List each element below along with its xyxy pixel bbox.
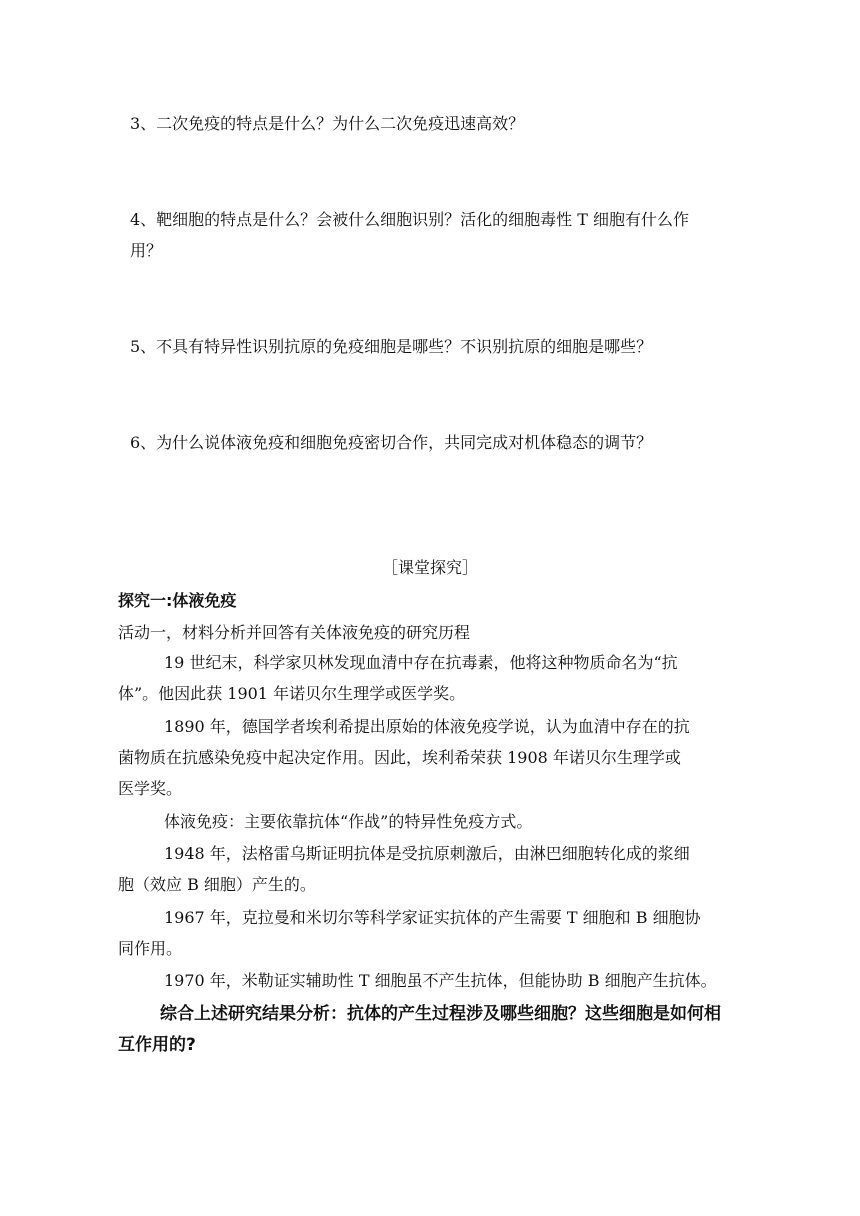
question-6: 6、为什么说体液免疫和细胞免疫密切合作，共同完成对机体稳态的调节？ bbox=[130, 433, 653, 452]
paragraph-6: 1970 年，米勒证实辅助性 T 细胞虽不产生抗体，但能协助 B 细胞产生抗体。 bbox=[164, 971, 717, 990]
question-4-line-2: 用？ bbox=[130, 241, 163, 260]
section-title: ［课堂探究］ bbox=[381, 558, 478, 577]
paragraph-2-line-3: 医学奖。 bbox=[118, 779, 183, 798]
question-5: 5、不具有特异性识别抗原的免疫细胞是哪些？不识别抗原的细胞是哪些？ bbox=[130, 337, 653, 356]
paragraph-3: 体液免疫：主要依靠抗体“作战”的特异性免疫方式。 bbox=[164, 812, 533, 831]
question-3: 3、二次免疫的特点是什么？为什么二次免疫迅速高效？ bbox=[130, 114, 525, 133]
question-4-line-1: 4、靶细胞的特点是什么？会被什么细胞识别？活化的细胞毒性 T 细胞有什么作 bbox=[130, 210, 690, 229]
paragraph-4-line-1: 1948 年，法格雷乌斯证明抗体是受抗原刺激后，由淋巴细胞转化成的浆细 bbox=[164, 844, 690, 863]
summary-question-line-1: 综合上述研究结果分析：抗体的产生过程涉及哪些细胞？这些细胞是如何相 bbox=[160, 1004, 721, 1024]
explore-title: 探究一:体液免疫 bbox=[118, 591, 237, 610]
paragraph-5-line-2: 同作用。 bbox=[118, 939, 183, 958]
paragraph-2-line-1: 1890 年，德国学者埃利希提出原始的体液免疫学说，认为血清中存在的抗 bbox=[164, 717, 690, 736]
paragraph-5-line-1: 1967 年，克拉曼和米切尔等科学家证实抗体的产生需要 T 细胞和 B 细胞协 bbox=[164, 908, 701, 927]
summary-question-line-2: 互作用的? bbox=[118, 1035, 196, 1055]
paragraph-2-line-2: 菌物质在抗感染免疫中起决定作用。因此，埃利希荣获 1908 年诺贝尔生理学或 bbox=[118, 748, 681, 767]
paragraph-4-line-2: 胞（效应 B 细胞）产生的。 bbox=[118, 875, 316, 894]
activity-title: 活动一，材料分析并回答有关体液免疫的研究历程 bbox=[118, 623, 471, 642]
paragraph-1-line-1: 19 世纪末，科学家贝林发现血清中存在抗毒素，他将这种物质命名为“抗 bbox=[164, 653, 678, 672]
paragraph-1-line-2: 体”。他因此获 1901 年诺贝尔生理学或医学奖。 bbox=[118, 684, 466, 703]
